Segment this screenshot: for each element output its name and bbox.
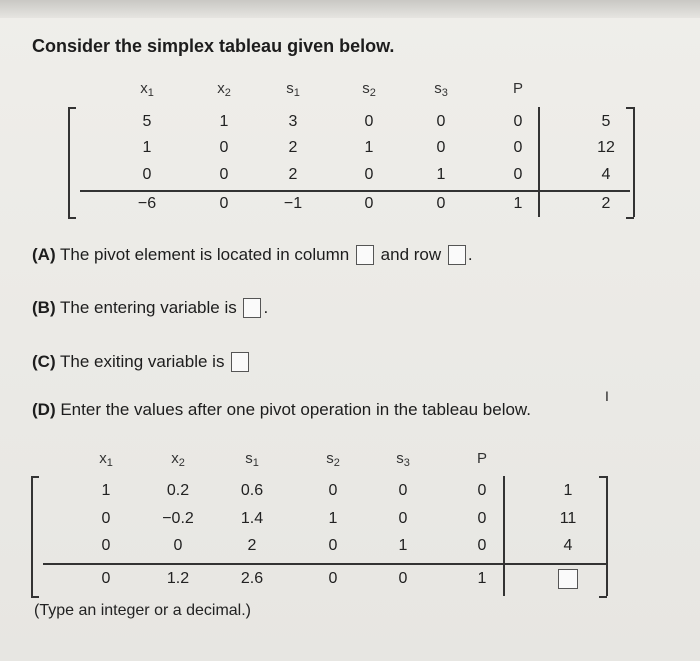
question-d-text: Enter the values after one pivot operation in the tableau below.: [60, 400, 531, 419]
exiting-variable-input[interactable]: [231, 352, 249, 372]
table1-left-bracket-bottom: [68, 217, 76, 219]
table1-header-1: [204, 80, 244, 99]
table2-header-var: s: [245, 450, 253, 467]
table1-header-var: s: [286, 80, 294, 97]
table2-cell: 0: [328, 537, 338, 554]
table1-header-var: x: [217, 80, 225, 97]
table1-header-5: [498, 80, 538, 97]
table2-header-subscript: 1: [106, 457, 113, 469]
pivot-row-input[interactable]: [448, 245, 466, 265]
question-a-label: (A): [32, 245, 56, 264]
table2-cell: 0.6: [240, 482, 264, 499]
table1-cell: 2: [601, 195, 611, 212]
table1-left-bracket-top: [68, 107, 76, 109]
table2-header-1: [158, 450, 198, 469]
text-cursor-icon: I: [605, 388, 609, 404]
table2-header-var: P: [476, 450, 487, 467]
table1-header-2: [273, 80, 313, 99]
question-d-label: (D): [32, 400, 56, 419]
question-c-label: (C): [32, 352, 56, 371]
table2-cell: 2.6: [240, 570, 264, 587]
table2-header-3: [313, 450, 353, 469]
table1-header-3: [349, 80, 389, 99]
table1-cell: 0: [436, 195, 446, 212]
table2-cell: 1: [563, 482, 573, 499]
table2-left-bracket-top: [31, 476, 39, 478]
table2-cell: 1.2: [166, 570, 190, 587]
table2-cell: −0.2: [162, 510, 194, 527]
table1-header-var: s: [434, 80, 442, 97]
table2-objective-separator: [43, 563, 606, 565]
table1-header-0: [127, 80, 167, 99]
top-edge: [0, 0, 700, 18]
table2-cell: 4: [563, 537, 573, 554]
table2-header-subscript: 2: [178, 457, 185, 469]
table1-cell: 1: [436, 166, 446, 183]
table2-left-bracket-bottom: [31, 596, 39, 598]
table2-cell: 0: [398, 482, 408, 499]
table1-cell: 1: [364, 139, 374, 156]
table2-cell: 1: [101, 482, 111, 499]
table1-cell: 0: [364, 195, 374, 212]
table1-right-bracket-top: [626, 107, 634, 109]
table1-header-subscript: 2: [224, 87, 231, 99]
question-a-and-row: and row: [380, 245, 442, 264]
table2-header-subscript: 1: [252, 457, 259, 469]
table1-cell: 1: [513, 195, 523, 212]
table2-cell: 0: [101, 537, 111, 554]
table2-cell: 1: [328, 510, 338, 527]
question-b: [32, 298, 268, 318]
table1-header-subscript: 1: [293, 87, 300, 99]
table2-header-var: s: [326, 450, 334, 467]
table1-header-subscript: 3: [441, 87, 448, 99]
table1-cell: 12: [597, 139, 615, 156]
table1-cell: −1: [283, 195, 303, 212]
question-a: [32, 245, 473, 265]
question-a-text: The pivot element is located in column: [60, 245, 350, 264]
table2-cell: 0: [477, 482, 487, 499]
table2-header-subscript: 3: [403, 457, 410, 469]
table2-cell: 0: [328, 482, 338, 499]
table2-cell: 1.4: [240, 510, 264, 527]
table1-cell: 0: [513, 113, 523, 130]
table2-cell: 1: [477, 570, 487, 587]
table2-header-var: x: [171, 450, 179, 467]
table2-cell: 0: [398, 510, 408, 527]
table2-header-0: [86, 450, 126, 469]
table2-right-bracket-bottom: [599, 596, 607, 598]
question-b-text: The entering variable is: [60, 298, 237, 317]
table2-header-var: x: [99, 450, 107, 467]
answer-format-note: (Type an integer or a decimal.): [34, 602, 251, 619]
question-b-end: .: [263, 298, 269, 317]
table2-header-subscript: 2: [333, 457, 340, 469]
table1-cell: 2: [288, 166, 298, 183]
table1-right-bracket: [633, 107, 635, 217]
question-a-end: .: [467, 245, 473, 264]
question-d: [32, 400, 531, 420]
table1-cell: 4: [601, 166, 611, 183]
table1-cell: 1: [219, 113, 229, 130]
table1-left-bracket: [68, 107, 70, 217]
table2-header-4: [383, 450, 423, 469]
table1-augmented-divider: [538, 107, 540, 217]
table1-right-bracket-bottom: [626, 217, 634, 219]
table2-right-bracket-top: [599, 476, 607, 478]
table1-cell: 3: [288, 113, 298, 130]
pivot-column-input[interactable]: [356, 245, 374, 265]
table1-cell: 0: [364, 113, 374, 130]
table1-cell: 0: [364, 166, 374, 183]
table1-cell: 0: [142, 166, 152, 183]
table1-cell: 0: [436, 113, 446, 130]
table1-objective-separator: [80, 190, 630, 192]
table1-header-4: [421, 80, 461, 99]
table1-cell: 0: [219, 166, 229, 183]
table2-cell: 0: [477, 537, 487, 554]
table1-cell: 0: [219, 195, 229, 212]
question-b-label: (B): [32, 298, 56, 317]
question-c: [32, 352, 251, 372]
table2-cell: 0: [101, 570, 111, 587]
table1-header-var: P: [512, 80, 523, 97]
table2-cell: 0: [101, 510, 111, 527]
table2-cell: 0.2: [166, 482, 190, 499]
problem-prompt: Consider the simplex tableau given below.: [32, 36, 395, 56]
question-c-text: The exiting variable is: [60, 352, 225, 371]
table2-header-5: [462, 450, 502, 467]
table2-cell: 0: [398, 570, 408, 587]
table1-header-var: s: [362, 80, 370, 97]
table2-cell: 0: [173, 537, 183, 554]
table2-cell: 2: [247, 537, 257, 554]
table2-cell: 1: [398, 537, 408, 554]
table1-cell: 0: [219, 139, 229, 156]
table1-cell: 5: [142, 113, 152, 130]
table2-cell: 0: [328, 570, 338, 587]
table1-header-subscript: 1: [147, 87, 154, 99]
entering-variable-input[interactable]: [243, 298, 261, 318]
objective-rhs-input[interactable]: [558, 569, 578, 589]
table2-header-2: [232, 450, 272, 469]
table1-cell: 0: [436, 139, 446, 156]
table1-header-subscript: 2: [369, 87, 376, 99]
table2-header-var: s: [396, 450, 404, 467]
table2-cell: 11: [559, 510, 577, 527]
table1-cell: 5: [601, 113, 611, 130]
table1-cell: 1: [142, 139, 152, 156]
table2-augmented-divider: [503, 476, 505, 596]
table1-cell: 0: [513, 139, 523, 156]
table1-cell: 0: [513, 166, 523, 183]
table2-cell: 0: [477, 510, 487, 527]
table2-left-bracket: [31, 476, 33, 596]
table2-right-bracket: [606, 476, 608, 596]
table1-header-var: x: [140, 80, 148, 97]
table1-cell: 2: [288, 139, 298, 156]
table1-cell: −6: [137, 195, 157, 212]
